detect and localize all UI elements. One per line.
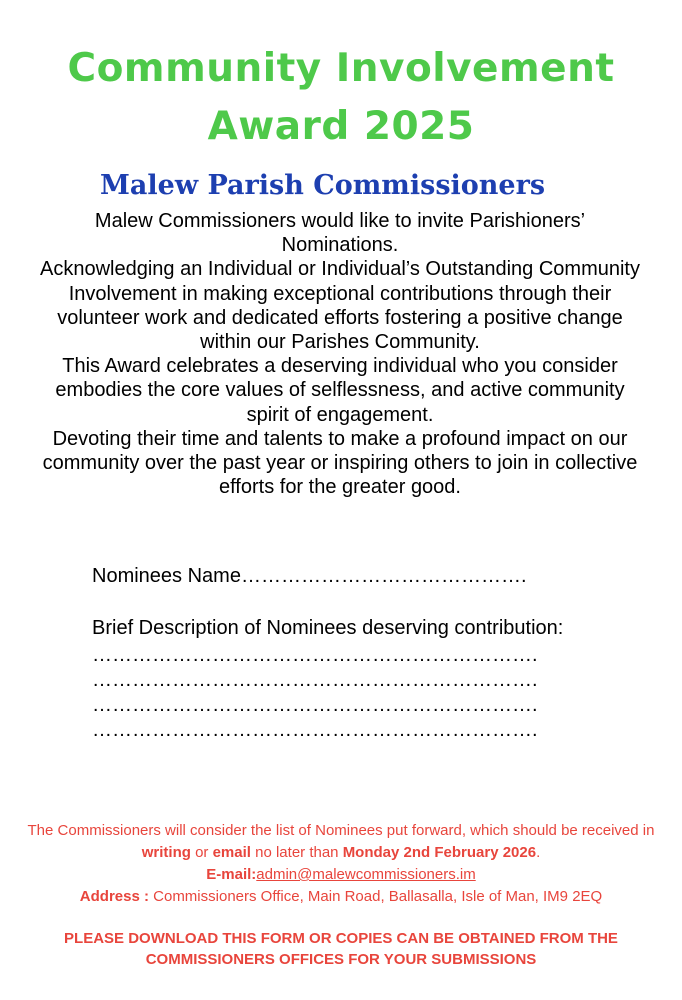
download-notice <box>20 928 662 970</box>
description-line[interactable]: …………………………………………………………. <box>92 644 538 666</box>
organization-heading: Malew Parish Commissioners <box>100 170 546 201</box>
nominee-name-label: Nominees Name <box>92 565 241 587</box>
nominee-name-field[interactable] <box>92 564 527 588</box>
description-label: Brief Description of Nominees deserving contribution: <box>92 617 564 639</box>
description-line[interactable]: …………………………………………………………. <box>92 719 538 741</box>
body-paragraph: This Award celebrates a deserving individual who you consider embodies the core values of selflessness, and active community spirit of engagement. <box>55 355 625 426</box>
page-title <box>0 40 682 156</box>
description-line[interactable]: …………………………………………………………. <box>92 669 538 691</box>
body-paragraph: Acknowledging an Individual or Individual’s Outstanding Community Involvement in making exceptional contributions through their volunteer work and dedicated efforts fostering a positive change within our Parishes Community. <box>40 258 640 354</box>
body-paragraph: Devoting their time and talents to make a profound impact on our community over the past year or inspiring others to join in collective efforts for the greater good. <box>42 427 638 499</box>
deadline-date: Monday 2nd February 2026 <box>342 844 537 861</box>
address-label: Address : <box>79 888 154 905</box>
submission-info <box>20 820 662 908</box>
address-line <box>20 886 662 908</box>
description-line[interactable]: …………………………………………………………. <box>92 694 538 716</box>
body-paragraph: Malew Commissioners would like to invite Parishioners’ Nominations. <box>94 210 586 257</box>
email-link[interactable]: admin@malewcommissioners.im <box>256 866 476 883</box>
title-line-1: Community Involvement <box>67 46 615 91</box>
submission-instructions <box>20 820 662 864</box>
notice-text: PLEASE DOWNLOAD THIS FORM OR COPIES CAN BE OBTAINED FROM THE COMMISSIONERS OFFICES FOR YOUR SUBMISSIONS <box>64 930 618 968</box>
instructions-text: no later than <box>250 844 343 861</box>
instructions-text: or <box>190 844 213 861</box>
address-text: Commissioners Office, Main Road, Ballasalla, Isle of Man, IM9 2EQ <box>153 888 603 905</box>
email-line <box>20 864 662 886</box>
email-emphasis: email <box>212 844 251 861</box>
instructions-text: The Commissioners will consider the list of Nominees put forward, which should be received in <box>27 822 655 839</box>
email-label: E-mail: <box>206 866 257 883</box>
nominee-name-blank[interactable]: ……………………………………. <box>240 565 527 587</box>
invitation-text <box>40 209 640 499</box>
title-line-2: Award 2025 <box>207 104 475 149</box>
instructions-text: . <box>536 844 541 861</box>
writing-emphasis: writing <box>141 844 191 861</box>
